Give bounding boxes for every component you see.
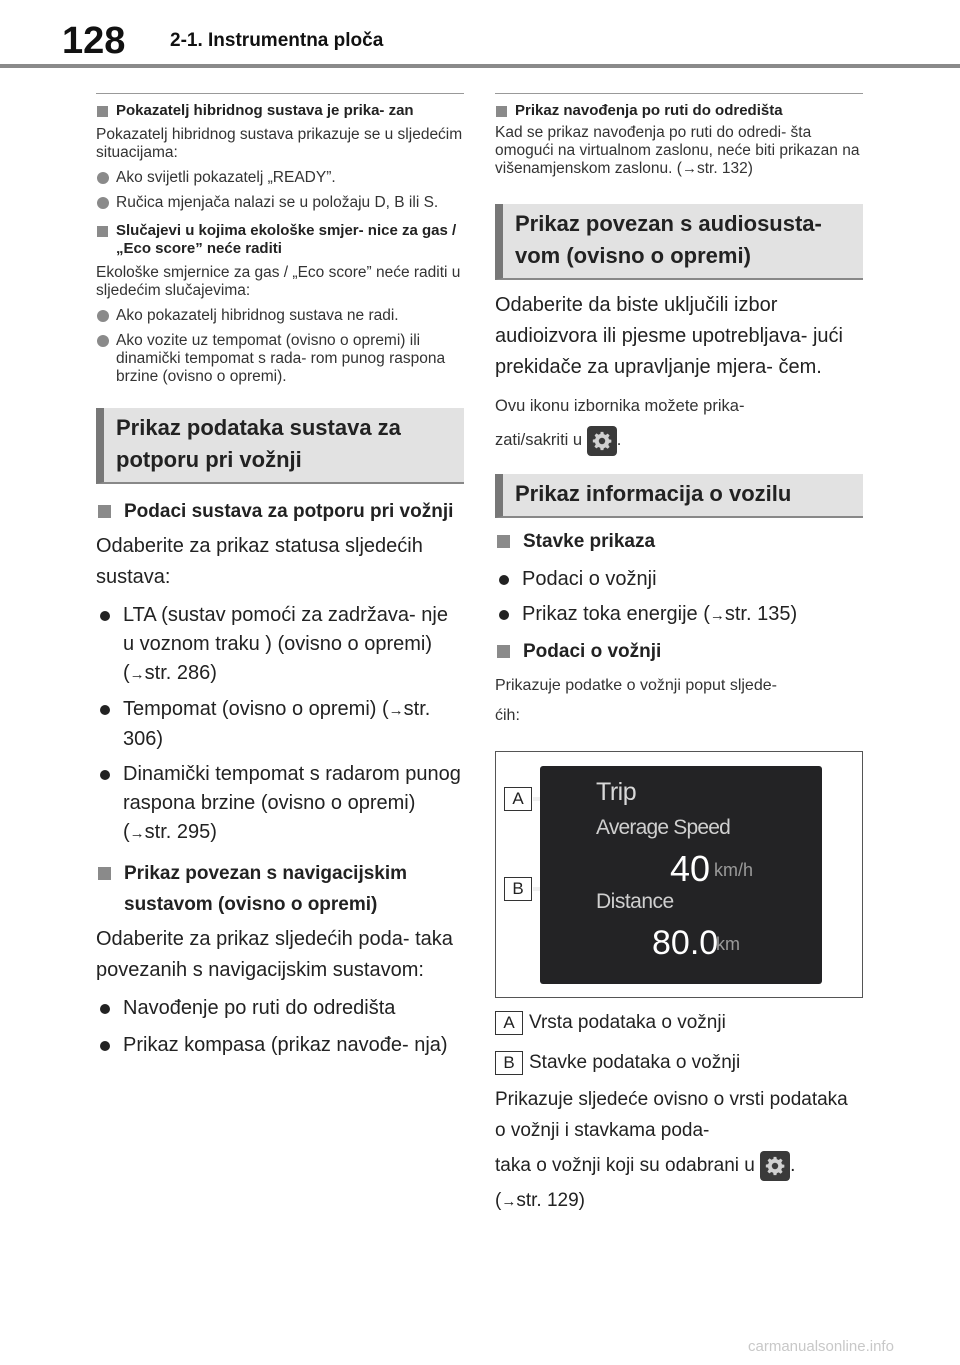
subheading: Pokazatelj hibridnog sustava je prika- zan [96,102,464,120]
trip-data-figure [495,751,863,998]
list-item: Tempomat (ovisno o opremi) (→str. 306) [96,695,464,754]
bullet-icon [97,197,109,209]
square-bullet-icon [97,106,108,117]
paragraph: Odaberite za prikaz sljedećih poda- taka povezanih s navigacijskim sustavom: [96,928,453,981]
chapter-title: 2-1. Instrumentna ploča [170,30,384,51]
paragraph: Prikazuje podatke o vožnji poput sljede- [495,676,777,694]
list-item: Ako vozite uz tempomat (ovisno o opremi) ili dinamički tempomat s rada- rom punog raspona brzine (ovisno o opremi). [96,332,464,386]
square-bullet-icon [98,867,111,880]
section-title: Prikaz povezan s audiosusta- vom (ovisno o opremi) [495,204,863,280]
square-bullet-icon [97,226,108,237]
bullet-icon [100,1004,110,1014]
list-item: Podaci o vožnji [495,565,863,594]
paragraph: Odaberite za prikaz statusa sljedećih sustava: [96,535,423,588]
square-bullet-icon [497,535,510,548]
trip-label: Trip [596,777,637,806]
callout-label-b: B [504,877,532,901]
arrow-right-icon: → [129,666,145,683]
distance-unit: km [716,933,740,954]
list-item: LTA (sustav pomoći za zadržava- nje u voznom traku ) (ovisno o opremi) (→str. 286) [96,601,464,689]
square-bullet-icon [98,505,111,518]
legend-item-b: B Stavke podataka o vožnji [495,1050,863,1076]
paragraph: ćih: [495,706,520,724]
speed-unit: km/h [714,859,754,880]
subheading: Stavke prikaza [495,526,863,557]
bullet-icon [100,1041,110,1051]
legend-key-a: A [495,1011,523,1035]
bullet-icon [97,310,109,322]
arrow-right-icon: → [709,606,725,624]
callout-label-a: A [504,787,532,811]
bullet-icon [499,575,509,585]
legend-key-b: B [495,1051,523,1075]
bullet-icon [100,770,110,780]
list-item: Prikaz kompasa (prikaz navođe- nja) [96,1031,464,1060]
average-speed-label: Average Speed [596,815,730,839]
page-number: 128 [62,20,126,62]
arrow-right-icon: → [129,825,145,842]
bullet-icon [97,172,109,184]
display-screen [540,766,822,984]
distance-label: Distance [596,889,674,913]
subheading: Prikaz navođenja po ruti do odredišta [495,102,863,120]
subheading: Podaci sustava za potporu pri vožnji [96,496,464,527]
gear-icon [760,1151,790,1181]
subheading: Prikaz povezan s navigacijskim sustavom (ovisno o opremi) [96,858,464,920]
legend-item-a: A Vrsta podataka o vožnji [495,1010,863,1036]
arrow-right-icon: → [501,1192,517,1210]
paragraph: Pokazatelj hibridnog sustava prikazuje se u sljedećim situacijama: [96,126,463,161]
paragraph: Kad se prikaz navođenja po ruti do odredi- šta omogući na virtualnom zaslonu, neće biti prikazan na višenamjenskom zaslonu. (→str. 132) [495,124,860,177]
paragraph: taka o vožnji koji su odabrani u . [495,1150,863,1181]
square-bullet-icon [496,106,507,117]
list-item: Ako svijetli pokazatelj „READY”. [96,169,464,187]
watermark: carmanualsonline.info [748,1338,894,1355]
paragraph: zati/sakriti u . [495,425,863,456]
arrow-right-icon: → [388,702,404,719]
speed-value: 40 [670,847,711,889]
paragraph: Ovu ikonu izbornika možete prika- [495,397,745,415]
square-bullet-icon [497,645,510,658]
list-item: Navođenje po ruti do odredišta [96,994,464,1023]
arrow-right-icon: → [681,160,697,177]
column-rule [495,93,863,94]
bullet-icon [100,611,110,621]
paragraph: Odaberite da biste uključili izbor audioizvora ili pjesme upotrebljava- jući prekidače za upravljanje mjera- čem. [495,294,843,378]
list-item: Prikaz toka energije (→str. 135) [495,600,863,630]
paragraph: Ekološke smjernice za gas / „Eco score” neće raditi u sljedećim slučajevima: [96,264,461,299]
bullet-icon [100,705,110,715]
left-column [96,93,464,1060]
column-rule [96,93,464,94]
right-column [495,93,863,1217]
section-title: Prikaz podataka sustava za potporu pri vožnji [96,408,464,484]
list-item: Ako pokazatelj hibridnog sustava ne radi. [96,307,464,325]
section-title: Prikaz informacija o vozilu [495,474,863,518]
bullet-icon [499,610,509,620]
subheading: Slučajevi u kojima ekološke smjer- nice za gas / „Eco score” neće raditi [96,222,464,258]
paragraph: (→str. 129) [495,1189,585,1211]
subheading: Podaci o vožnji [495,636,863,667]
list-item: Ručica mjenjača nalazi se u položaju D, B ili S. [96,194,464,212]
list-item: Dinamički tempomat s radarom punog raspona brzine (ovisno o opremi) (→str. 295) [96,760,464,848]
header-rule [0,64,960,68]
distance-value: 80.0 [652,923,719,962]
paragraph: Prikazuje sljedeće ovisno o vrsti podataka o vožnji i stavkama poda- [495,1088,848,1141]
page-header [0,0,960,70]
bullet-icon [97,335,109,347]
gear-icon [587,426,617,456]
